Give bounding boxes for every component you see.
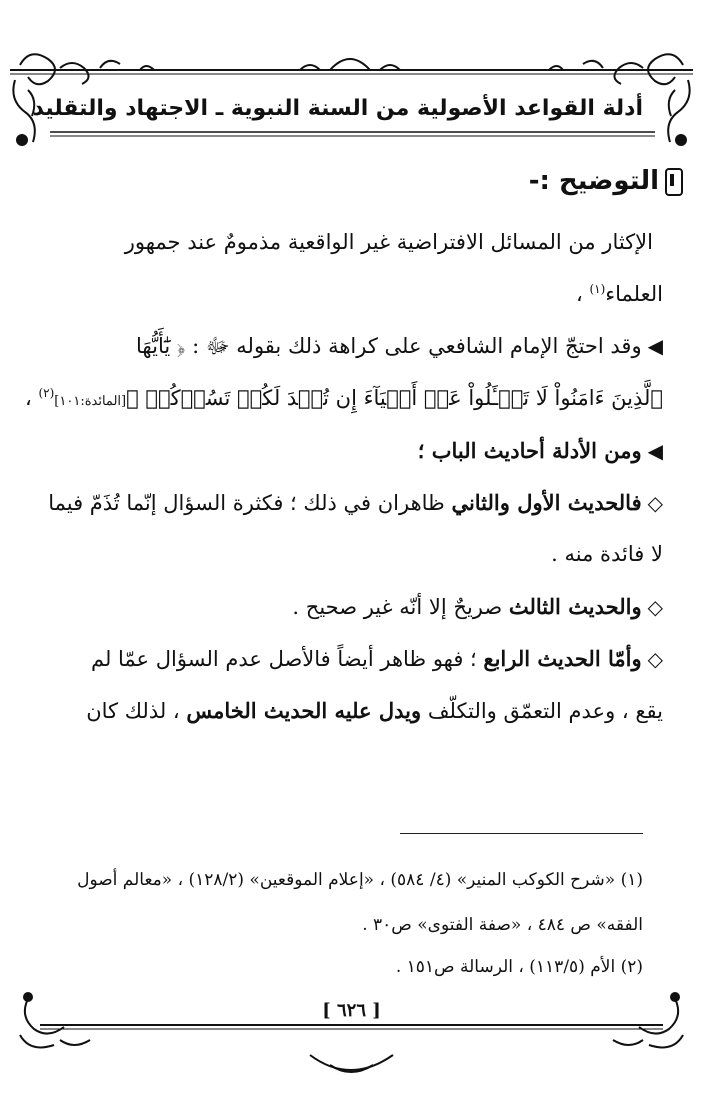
section-heading-text: التوضيح :- bbox=[528, 166, 659, 196]
para4-line2: لا فائدة منه . bbox=[551, 542, 663, 566]
arrow-marker-icon: ◀ bbox=[647, 334, 663, 358]
diamond-bullet-icon: ◇ bbox=[647, 595, 663, 619]
heading-emblem-icon bbox=[665, 168, 683, 196]
footnote-ref-1: (١) bbox=[589, 282, 606, 296]
para6-line2: يقع ، وعدم التعمّق والتكلّف ويدل عليه الحديث الخامس ، لذلك كان bbox=[86, 698, 663, 723]
footnote-ref-2: (٢) bbox=[38, 386, 55, 400]
footnote-1-line2: الفقه» ص ٤٨٤ ، «صفة الفتوى» ص٣٠ . bbox=[362, 915, 643, 935]
para3-line1: ◀ومن الأدلة أحاديث الباب ؛ bbox=[417, 438, 663, 463]
para1-line2: العلماء$^{(١)}$ ، bbox=[575, 282, 663, 306]
diamond-bullet-icon: ◇ bbox=[647, 647, 663, 671]
section-heading bbox=[529, 166, 683, 196]
footnote-separator bbox=[400, 833, 643, 834]
footnote-1-line1: (١) «شرح الكوكب المنير» (٤/ ٥٨٤) ، «إعلام الموقعين» (١٢٨/٢) ، «معالم أصول bbox=[77, 870, 643, 890]
para2-line1: ◀وقد احتجّ الإمام الشافعي على كراهة ذلك بقوله ﷻ : ﴿ يَٰٓأَيُّهَا bbox=[136, 334, 663, 358]
arrow-marker-icon: ◀ bbox=[647, 439, 663, 463]
para4-line1: ◇فالحديث الأول والثاني ظاهران في ذلك ؛ فكثرة السؤال إنّما تُذَمّ فيما bbox=[48, 490, 663, 515]
footnote-2-line1: (٢) الأم (١١٣/٥) ، الرسالة ص١٥١ . bbox=[395, 957, 643, 977]
diamond-bullet-icon: ◇ bbox=[647, 491, 663, 515]
page-number: [ ٦٢٦ ] bbox=[322, 1000, 381, 1021]
para5-line1: ◇والحديث الثالث صريحٌ إلا أنّه غير صحيح . bbox=[292, 594, 663, 619]
running-header-title: أدلة القواعد الأصولية من السنة النبوية ـ الاجتهاد والتقليد bbox=[32, 96, 643, 121]
quran-reference: [المائدة:١٠١] bbox=[54, 394, 127, 409]
footer-center-ornament bbox=[310, 1055, 393, 1072]
para6-line1: ◇وأمّا الحديث الرابع ؛ فهو ظاهر أيضاً فالأصل عدم السؤال عمّا لم bbox=[90, 646, 663, 671]
center-ornament bbox=[300, 59, 400, 70]
para1-line1: الإكثار من المسائل الافتراضية غير الواقعية مذمومٌ عند جمهور bbox=[124, 230, 653, 254]
para2-line2: ٱلَّذِينَ ءَامَنُواْ لَا تَسۡـَٔلُواْ عَنۡ أَشۡيَآءَ إِن تُبۡدَ لَكُمۡ تَسُؤۡكُمۡ ﴾[المائدة:١٠١]$^{(٢)}$ ، bbox=[25, 386, 663, 410]
